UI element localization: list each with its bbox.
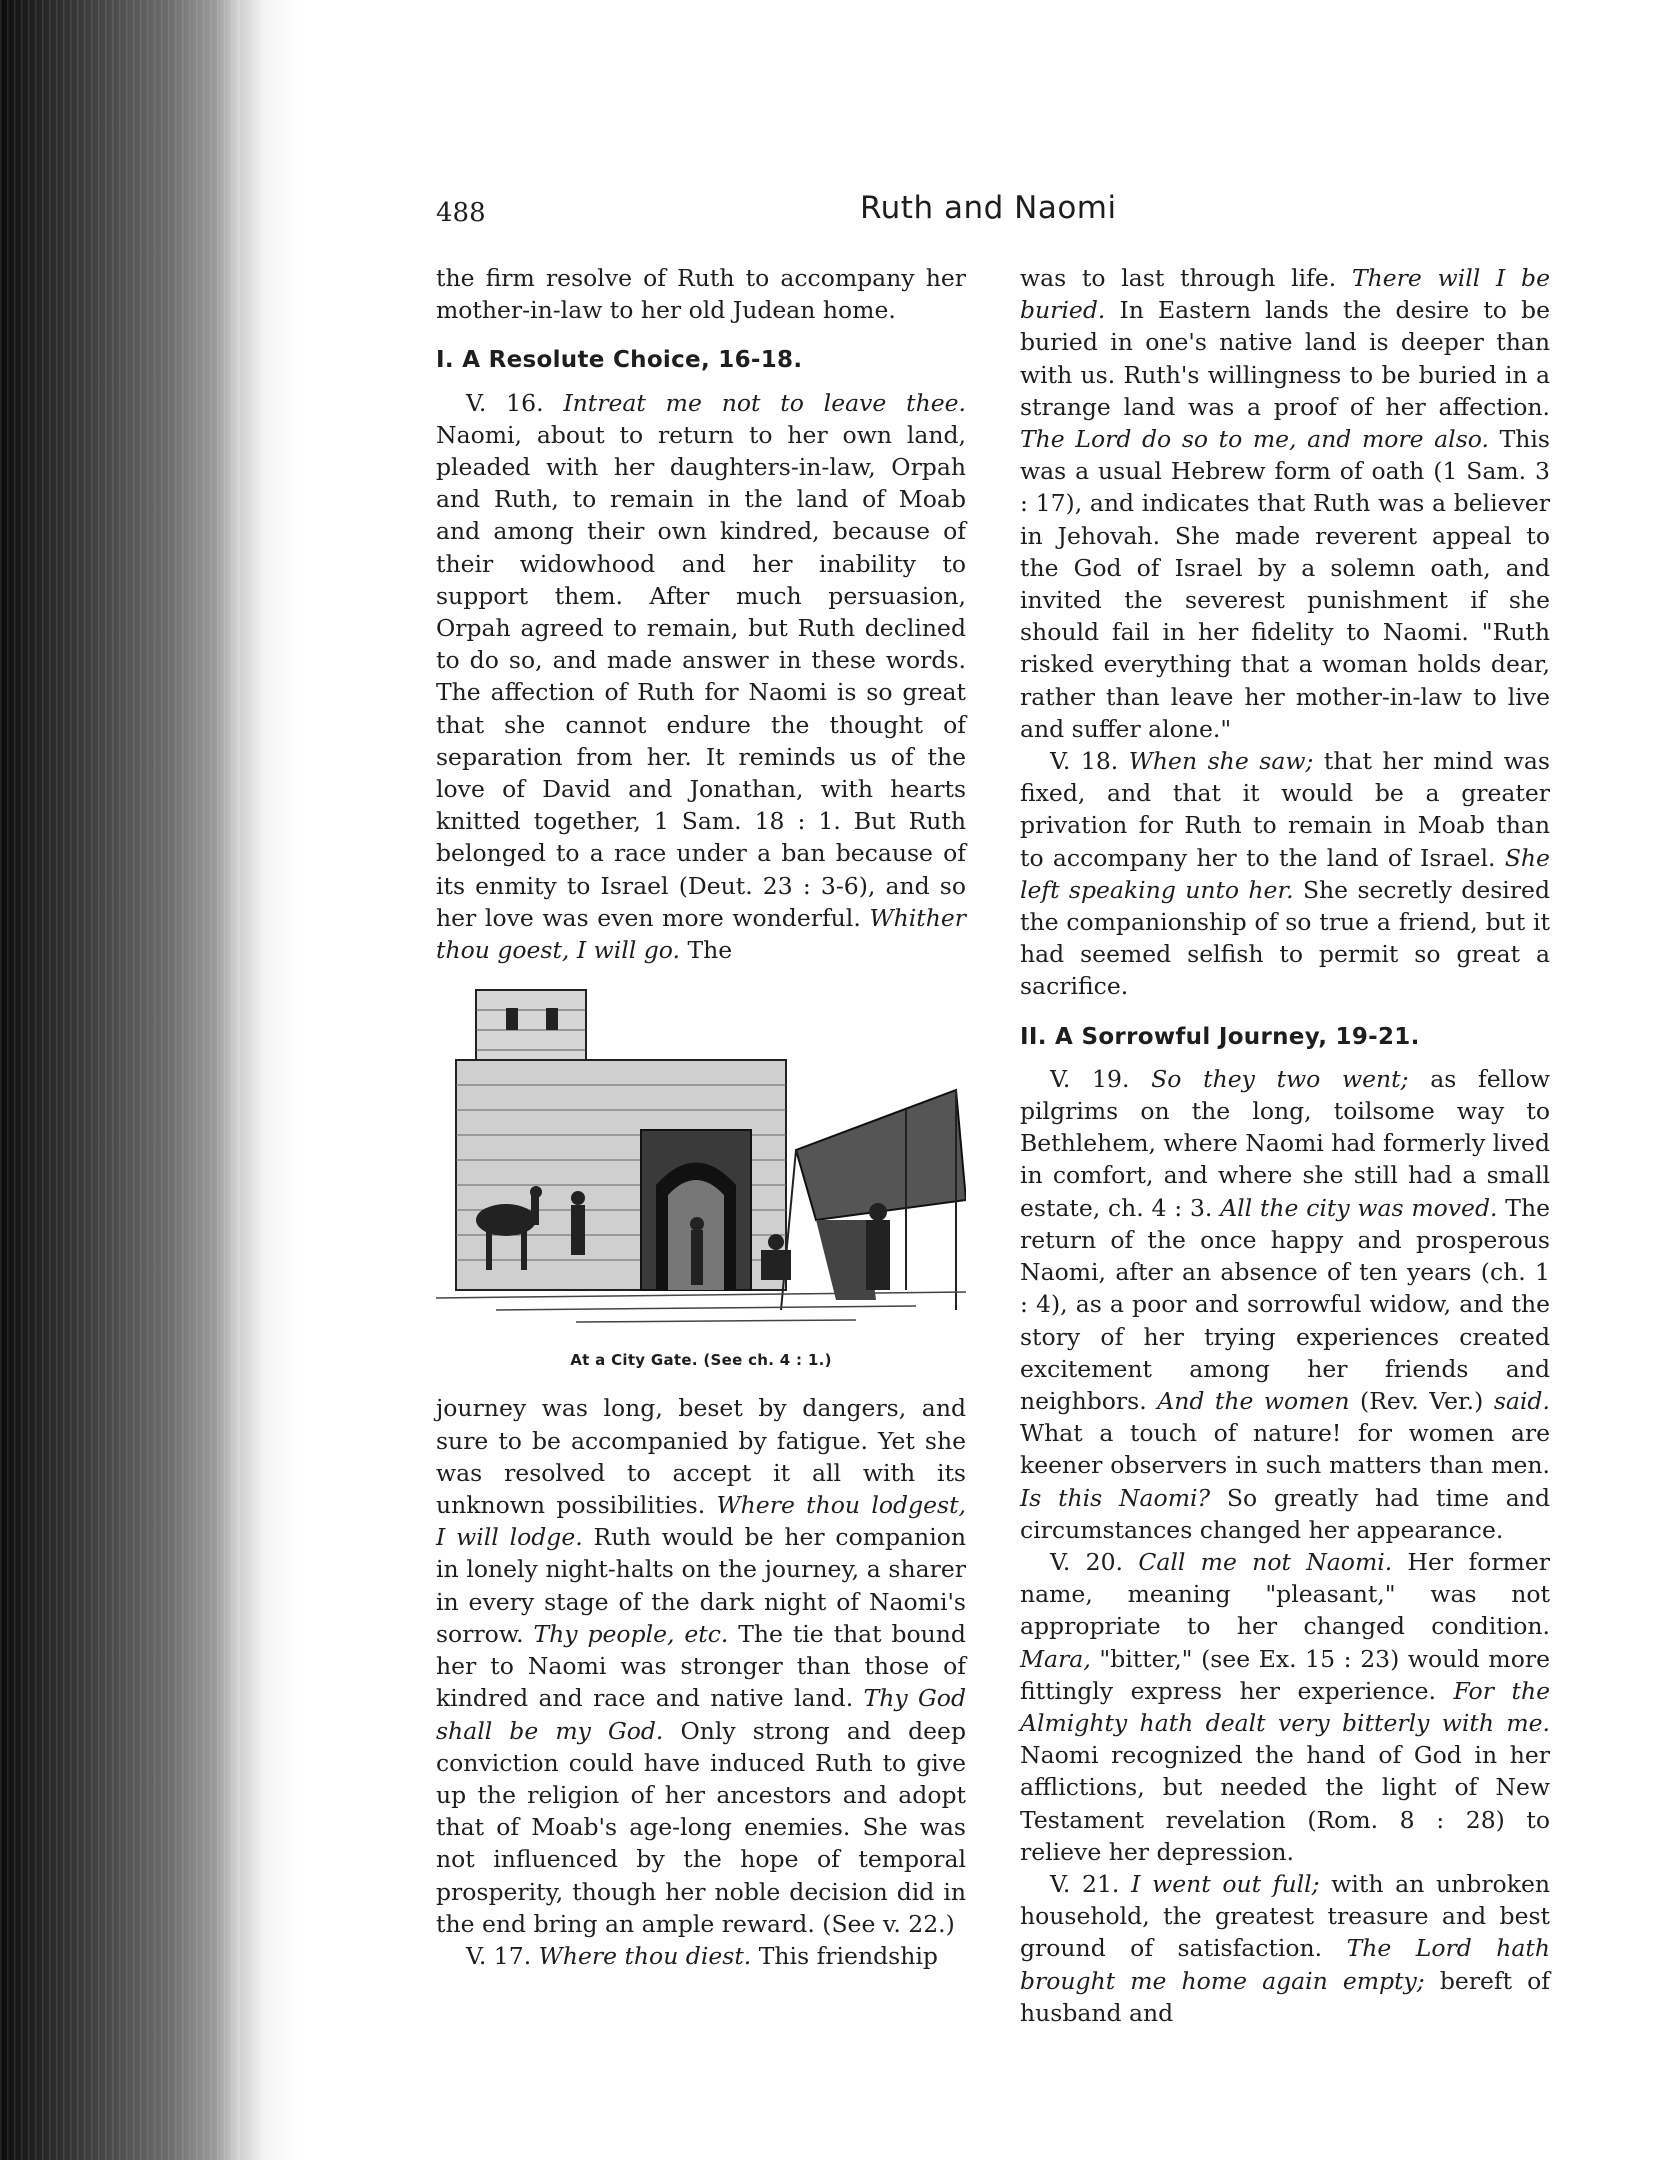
commentary: So greatly had time and circumstances changed her appearance. xyxy=(1020,1483,1550,1544)
commentary: "bitter," (see Ex. 15 : 23) would more fittingly express her experience. xyxy=(1020,1644,1550,1705)
running-title: Ruth and Naomi xyxy=(860,190,1117,226)
verse-ref: V. 19. xyxy=(1050,1064,1130,1093)
commentary: (Rev. Ver.) xyxy=(1360,1386,1484,1415)
commentary: What a touch of nature! for women are keener observers in such matters than men. xyxy=(1020,1419,1550,1480)
commentary: journey was long, beset by dangers, and sure to be accompanied by fatigue. Yet she was resolved to accept it all with its unknown possibilities. xyxy=(436,1394,966,1520)
verse-21-paragraph xyxy=(1020,1868,1550,2029)
verse-20-paragraph xyxy=(1020,1546,1550,1868)
continued-paragraph xyxy=(1020,262,1550,745)
continuation-paragraph xyxy=(436,1392,966,1939)
verse-ref: V. 18. xyxy=(1050,747,1119,776)
verse-19-paragraph xyxy=(1020,1063,1550,1546)
scripture-quote: And the women xyxy=(1157,1386,1350,1415)
page-gutter xyxy=(240,0,300,2160)
scripture-quote: Where thou diest. xyxy=(538,1941,752,1970)
commentary: This friendship xyxy=(758,1941,938,1970)
scripture-quote: Mara, xyxy=(1020,1644,1091,1673)
scripture-quote: There will I be buried. xyxy=(1020,264,1550,325)
commentary: Her former name, meaning "pleasant," was not appropriate to her changed condition. xyxy=(1020,1547,1550,1641)
scripture-quote: So they two went; xyxy=(1151,1064,1409,1093)
commentary: She secretly desired the companionship of so true a friend, but it had seemed selfish to permit so great a sacrifice. xyxy=(1020,875,1550,1001)
right-column xyxy=(1020,262,1550,2029)
scripture-quote: All the city was moved. xyxy=(1220,1193,1498,1222)
city-gate-figure xyxy=(436,980,966,1376)
commentary: Only strong and deep conviction could have induced Ruth to give up the religion of her ancestors and adopt that of Moab's age-long enemies. She was not influenced by the hope of temporal prosperity, though her noble decision did in the end bring an ample reward. (See v. 22.) xyxy=(436,1716,966,1938)
verse-ref: V. 20. xyxy=(1050,1547,1124,1576)
scripture-quote: Thy God shall be my God. xyxy=(436,1684,966,1745)
scripture-quote: Call me not Naomi. xyxy=(1138,1547,1393,1576)
commentary: The tie that bound her to Naomi was stronger than those of kindred and race and native land. xyxy=(436,1619,966,1713)
scripture-quote: When she saw; xyxy=(1128,747,1314,776)
commentary: with an unbroken household, the greatest treasure and best ground of satisfaction. xyxy=(1020,1869,1550,1963)
scripture-quote: Thy people, etc. xyxy=(533,1619,729,1648)
verse-ref: V. 16. xyxy=(466,388,544,417)
commentary: that her mind was fixed, and that it would be a greater privation for Ruth to remain in Moab than to accompany her to the land of Israel. xyxy=(1020,747,1550,872)
scripture-quote: The Lord hath brought me home again empty; xyxy=(1020,1934,1550,1995)
intro-paragraph: the firm resolve of Ruth to accompany her mother-in-law to her old Judean home. xyxy=(436,264,966,325)
scripture-quote: Whither thou goest, I will go. xyxy=(436,903,966,965)
commentary: The xyxy=(687,936,733,965)
commentary: Naomi recognized the hand of God in her afflictions, but needed the light of New Testament revelation (Rom. 8 : 28) to relieve her depression. xyxy=(1020,1741,1550,1866)
verse-ref: V. 17. xyxy=(466,1941,532,1970)
commentary: Naomi, about to return to her own land, pleaded with her daughters-in-law, Orpah and Ruth, to remain in the land of Moab and among their own kindred, because of their widowhood and her inability to support them. After much persuasion, Orpah agreed to remain, but Ruth declined to do so, and made answer in these words. The affection of Ruth for Naomi is so great that she cannot endure the thought of separation from her. It reminds us of the love of David and Jonathan, with hearts knitted together, 1 Sam. 18 : 1. But Ruth belonged to a race under a ban because of its enmity to Israel (Deut. 23 : 3-6), and so her love was even more wonderful. xyxy=(436,420,966,932)
verse-16-paragraph xyxy=(436,387,966,967)
page-number: 488 xyxy=(436,198,486,228)
left-column xyxy=(436,262,966,1972)
verse-18-paragraph xyxy=(1020,745,1550,1003)
book-spine xyxy=(0,0,240,2160)
scripture-quote: Where thou lodgest, I will lodge. xyxy=(436,1491,966,1552)
commentary: was to last through life. xyxy=(1020,264,1337,292)
commentary: Ruth would be her companion in lonely night-halts on the journey, a sharer in every stage of the dark night of Naomi's sorrow. xyxy=(436,1523,966,1648)
scripture-quote: Is this Naomi? xyxy=(1020,1483,1211,1512)
scripture-quote: I went out full; xyxy=(1131,1869,1320,1898)
section-heading-2: II. A Sorrowful Journey, 19-21. xyxy=(1020,1023,1420,1050)
verse-17-paragraph xyxy=(436,1940,966,1972)
figure-caption: At a City Gate. (See ch. 4 : 1.) xyxy=(570,1351,832,1370)
scripture-quote: The Lord do so to me, and more also. xyxy=(1020,425,1489,454)
commentary: as fellow pilgrims on the long, toilsome way to Bethlehem, where Naomi had formerly lived in comfort, and where she still had a small estate, ch. 4 : 3. xyxy=(1020,1064,1550,1222)
commentary: bereft of husband and xyxy=(1020,1966,1550,2027)
scripture-quote: Intreat me not to leave thee. xyxy=(563,388,966,417)
section-heading-1: I. A Resolute Choice, 16-18. xyxy=(436,347,803,374)
scripture-quote: For the Almighty hath dealt very bitterly with me. xyxy=(1020,1676,1550,1737)
scripture-quote: She left speaking unto her. xyxy=(1020,843,1550,904)
commentary: In Eastern lands the desire to be buried in one's native land is deeper than with us. Ruth's willingness to be buried in a strange land was a proof of her affection. xyxy=(1020,296,1550,421)
commentary: This was a usual Hebrew form of oath (1 Sam. 3 : 17), and indicates that Ruth was a believer in Jehovah. She made reverent appeal to the God of Israel by a solemn oath, and invited the severest punishment if she should fail in her fidelity to Naomi. "Ruth risked everything that a woman holds dear, rather than leave her mother-in-law to live and suffer alone." xyxy=(1020,425,1550,743)
city-gate-engraving xyxy=(436,980,966,1338)
commentary: The return of the once happy and prosperous Naomi, after an absence of ten years (ch. 1 : 4), as a poor and sorrowful widow, and the story of her trying experiences created excitement among her friends and neighbors. xyxy=(1020,1193,1550,1415)
scripture-quote: said. xyxy=(1493,1386,1550,1415)
verse-ref: V. 21. xyxy=(1050,1869,1120,1898)
